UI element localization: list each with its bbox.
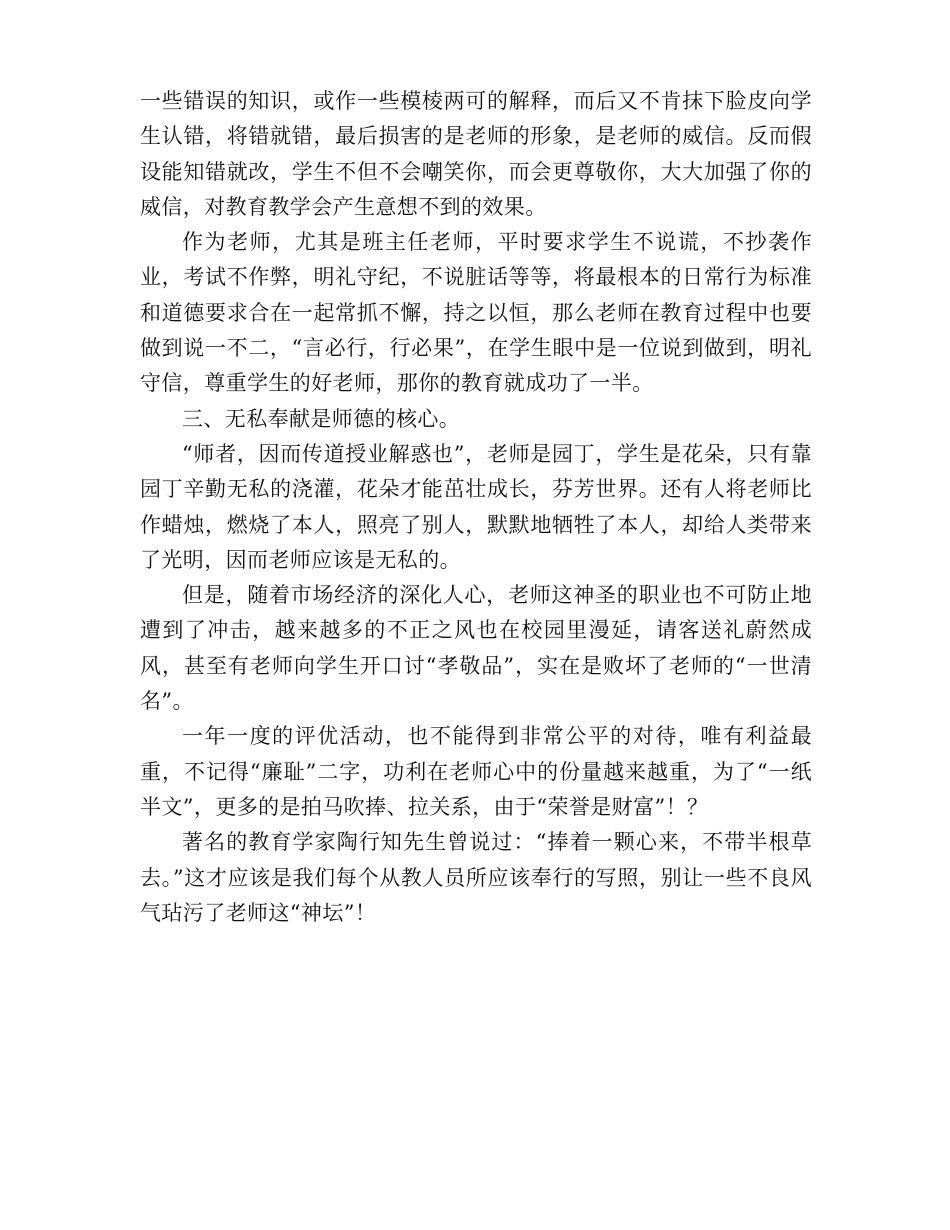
paragraph-teacher-credibility: 一些错误的知识，或作一些模棱两可的解释，而后又不肯抹下脸皮向学生认错，将错就错，最后损害的是老师的形象，是老师的威信。反而假设能知错就改，学生不但不会嘲笑你，而会更尊敬你，大大加强了你的威信，对教育教学会产生意想不到的效果。: [140, 89, 812, 219]
document-body: [140, 84, 812, 931]
paragraph-teacher-gardener: “师者，因而传道授业解惑也”，老师是园丁，学生是花朵，只有靠园丁辛勤无私的浇灌，花朵才能茁壮成长，芬芳世界。还有人将老师比作蜡烛，燃烧了本人，照亮了别人，默默地牺牲了本人，却给人类带来了光明，因而老师应该是无私的。: [140, 441, 812, 572]
paragraph-tao-xingzhi-quote: 著名的教育学家陶行知先生曾说过：“捧着一颗心来，不带半根草去。”这才应该是我们每个从教人员所应该奉行的写照，别让一些不良风气玷污了老师这“神坛”！: [140, 830, 812, 925]
paragraph-market-economy-impact: 但是，随着市场经济的深化人心，老师这神圣的职业也不可防止地遭到了冲击，越来越多的不正之风也在校园里漫延，请客送礼蔚然成风，甚至有老师向学生开口讨“孝敬品”，实在是败坏了老师的“一世清名”。: [140, 583, 812, 714]
paragraph-class-teacher-example: 作为老师，尤其是班主任老师，平时要求学生不说谎，不抄袭作业，考试不作弊，明礼守纪，不说脏话等等，将最根本的日常行为标准和道德要求合在一起常抓不懈，持之以恒，那么老师在教育过程中也要做到说一不二，“言必行，行必果”，在学生眼中是一位说到做到，明礼守信，尊重学生的好老师，那你的教育就成功了一半。: [140, 230, 812, 396]
paragraph-annual-evaluation: 一年一度的评优活动，也不能得到非常公平的对待，唯有利益最重，不记得“廉耻”二字，功利在老师心中的份量越来越重，为了“一纸半文”，更多的是拍马吹捧、拉关系，由于“荣誉是财富”！？: [140, 724, 812, 819]
section-heading-selfless-dedication: 三、无私奉献是师德的核心。: [182, 406, 461, 431]
